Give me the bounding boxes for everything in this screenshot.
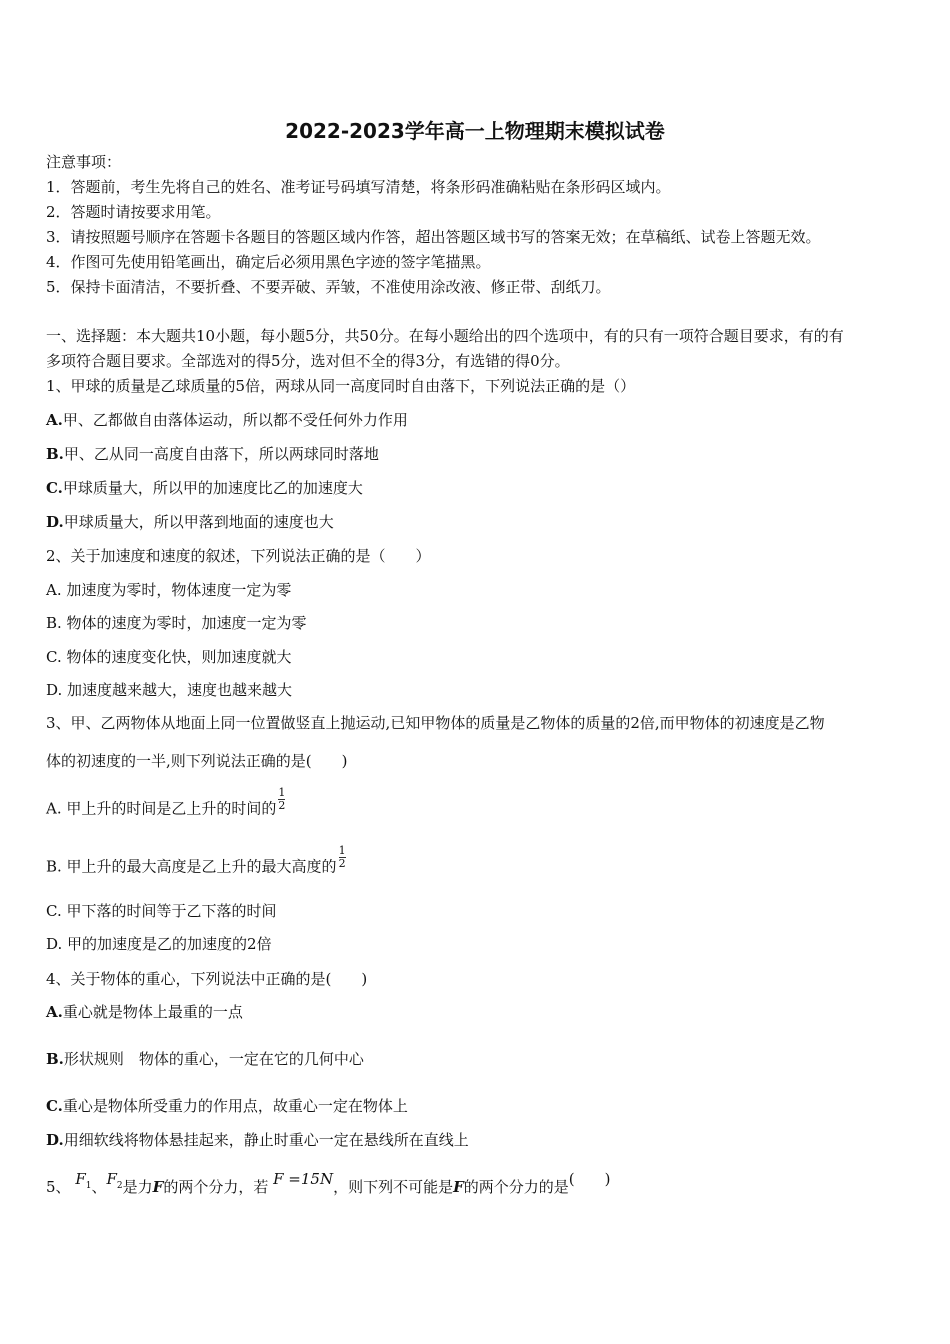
math-symbol: F <box>75 1170 86 1188</box>
fraction-numerator: 1 <box>338 844 346 857</box>
math-equation: F =15N <box>273 1170 334 1188</box>
fraction-denominator: 2 <box>338 857 346 870</box>
notice-item-3: 3．请按照题号顺序在答题卡各题目的答题区域内作答，超出答题区域书写的答案无效；在草稿纸、试卷上答题无效。 <box>46 228 821 246</box>
question-number: 5、 <box>46 1178 71 1196</box>
question-4-option-b <box>46 1049 364 1069</box>
math-subscript: 2 <box>116 1181 123 1191</box>
option-label: D. <box>46 1131 64 1149</box>
notice-item-5: 5．保持卡面清洁，不要折叠、不要弄破、弄皱，不准使用涂改液、修正带、刮纸刀。 <box>46 278 611 296</box>
math-f1 <box>75 1170 92 1191</box>
question-5-stem <box>46 1170 611 1204</box>
question-4-option-d <box>46 1130 469 1150</box>
notice-heading: 注意事项： <box>46 153 122 171</box>
fraction-numerator: 1 <box>278 786 286 799</box>
answer-paren: ( ) <box>568 1170 611 1188</box>
fraction <box>278 787 285 812</box>
question-3-stem-line-1: 3、甲、乙两物体从地面上同一位置做竖直上抛运动,已知甲物体的质量是乙物体的质量的2倍,而甲物体的初速度是乙物 <box>46 714 825 732</box>
fraction <box>339 845 346 870</box>
option-text: 甲球质量大，所以甲落到地面的速度也大 <box>63 513 334 531</box>
option-text: 形状规则 物体的重心，一定在它的几何中心 <box>63 1050 364 1068</box>
question-4-option-a <box>46 1002 243 1022</box>
question-1-option-b <box>46 444 379 464</box>
math-subscript: 1 <box>85 1181 92 1191</box>
option-text: 甲、乙都做自由落体运动，所以都不受任何外力作用 <box>62 411 408 429</box>
stem-text: 是力 <box>122 1178 153 1196</box>
question-1-option-c <box>46 478 363 498</box>
question-1-stem: 1、甲球的质量是乙球质量的5倍，两球从同一高度同时自由落下，下列说法正确的是（） <box>46 377 636 395</box>
section-intro-line-2: 多项符合题目要求。全部选对的得5分，选对但不全的得3分，有选错的得0分。 <box>46 352 570 370</box>
question-2-option-a: A. 加速度为零时，物体速度一定为零 <box>46 581 292 599</box>
option-label: A. <box>46 1003 63 1021</box>
question-1-option-d <box>46 512 334 532</box>
question-4-stem: 4、关于物体的重心，下列说法中正确的是( ) <box>46 970 368 988</box>
fraction-denominator: 2 <box>278 799 286 812</box>
page-title: 2022-2023学年高一上物理期末模拟试卷 <box>285 119 665 143</box>
option-text: 重心就是物体上最重的一点 <box>62 1003 243 1021</box>
question-3-option-d: D. 甲的加速度是乙的加速度的2倍 <box>46 935 272 953</box>
math-f2 <box>106 1170 123 1191</box>
math-f: F <box>453 1178 464 1196</box>
question-2-option-b: B. 物体的速度为零时，加速度一定为零 <box>46 614 307 632</box>
option-text: 用细软线将物体悬挂起来，静止时重心一定在悬线所在直线上 <box>63 1131 469 1149</box>
option-label: B. <box>46 445 64 463</box>
notice-item-1: 1．答题前，考生先将自己的姓名、准考证号码填写清楚，将条形码准确粘贴在条形码区域内。 <box>46 178 671 196</box>
math-symbol: F <box>106 1170 117 1188</box>
option-text: A. 甲上升的时间是乙上升的时间的 <box>46 799 277 818</box>
question-3-stem-line-2: 体的初速度的一半,则下列说法正确的是( ) <box>46 752 348 770</box>
question-4-option-c <box>46 1096 408 1116</box>
question-1-option-a <box>46 410 408 430</box>
separator: 、 <box>91 1178 107 1196</box>
question-2-option-d: D. 加速度越来越大，速度也越来越大 <box>46 681 293 699</box>
option-label: A. <box>46 411 63 429</box>
question-2-stem: 2、关于加速度和速度的叙述，下列说法正确的是（ ） <box>46 547 431 565</box>
option-label: D. <box>46 513 64 531</box>
stem-text: ，则下列不可能是 <box>333 1178 454 1196</box>
math-f: F <box>152 1178 164 1196</box>
section-intro-line-1: 一、选择题：本大题共10小题，每小题5分，共50分。在每小题给出的四个选项中，有的只有一项符合题目要求，有的有 <box>46 327 844 345</box>
notice-item-4: 4．作图可先使用铅笔画出，确定后必须用黑色字迹的签字笔描黑。 <box>46 253 491 271</box>
option-label: C. <box>46 1097 63 1115</box>
question-2-option-c: C. 物体的速度变化快，则加速度就大 <box>46 648 292 666</box>
option-label: B. <box>46 1050 64 1068</box>
question-3-option-c: C. 甲下落的时间等于乙下落的时间 <box>46 902 277 920</box>
option-text: 甲球质量大，所以甲的加速度比乙的加速度大 <box>62 479 363 497</box>
option-text: 甲、乙从同一高度自由落下，所以两球同时落地 <box>63 445 379 463</box>
option-text: 重心是物体所受重力的作用点，故重心一定在物体上 <box>62 1097 408 1115</box>
stem-text: 的两个分力，若 <box>163 1178 269 1196</box>
question-3-option-b <box>46 844 346 880</box>
question-3-option-a <box>46 786 286 822</box>
option-text: B. 甲上升的最大高度是乙上升的最大高度的 <box>46 857 337 876</box>
notice-item-2: 2．答题时请按要求用笔。 <box>46 203 221 221</box>
stem-text: 的两个分力的是 <box>463 1178 569 1196</box>
option-label: C. <box>46 479 63 497</box>
